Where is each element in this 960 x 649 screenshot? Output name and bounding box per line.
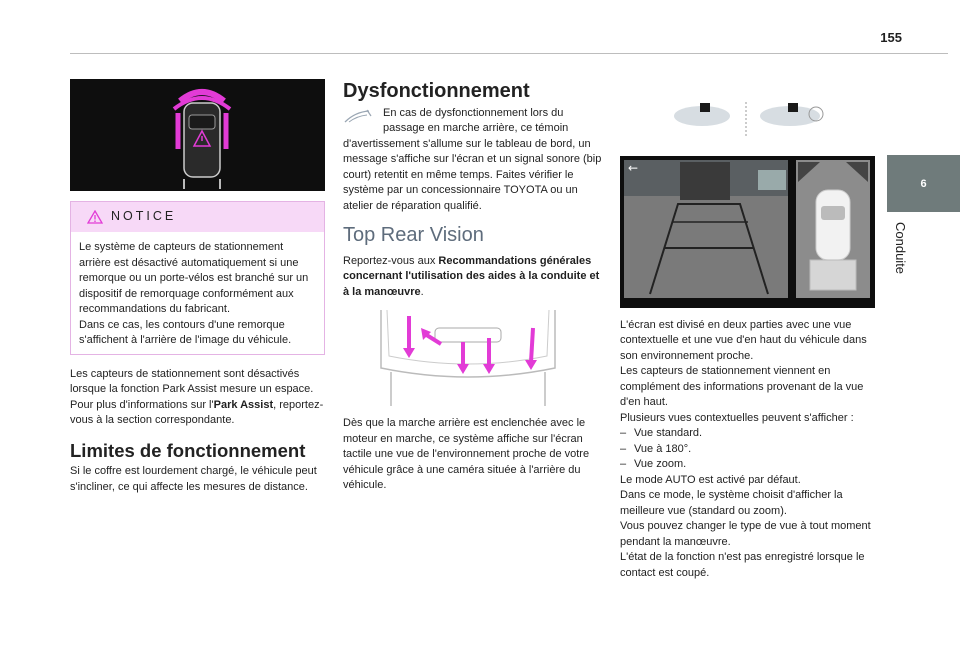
notice-box [70, 201, 325, 355]
steering-view-icons [620, 98, 875, 138]
paragraph-sensors-complement: Les capteurs de stationnement viennent en complément des informations provenant de la vue d'en haut. [620, 365, 864, 408]
page-number: 155 [880, 30, 902, 45]
view-item [620, 457, 875, 473]
notice-text-1: Le système de capteurs de stationnement arrière est désactivé automatiquement si une remorque ou un porte-vélos est branché sur un dispositif de remorquage conformément aux recommandations du fabricant. [79, 241, 309, 315]
dash: – [620, 458, 627, 470]
paragraph-split-screen: L'écran est divisé en deux parties avec une vue contextuelle et une vue d'en haut du véhicule dans son environnement proche. [620, 318, 867, 362]
heading-top-rear-vision: Top Rear Vision [343, 224, 484, 246]
paragraph-change-view: Vous pouvez changer le type de vue à tout moment pendant la manœuvre. [620, 520, 871, 548]
car-outline-graphic [70, 79, 325, 191]
malfunction-lead: En cas de dysfonctionnement lors du passage en marche arrière, ce témoin [383, 106, 569, 134]
dash: – [620, 427, 627, 439]
paragraph-camera: Dès que la marche arrière est enclenchée avec le moteur en marche, ce système affiche sur l'écran tactile une vue de l'environnement proche de votre véhicule grâce à une caméra située à l'arrière du véhicule. [343, 417, 590, 491]
paragraph-recommendations [343, 254, 603, 301]
parking-sensor-illustration [70, 79, 325, 191]
heading-malfunction: Dysfonctionnement [343, 80, 530, 102]
malfunction-rest: d'avertissement s'allume sur le tableau de bord, un message s'affiche sur l'écran et un signal sonore (bip court) retentit en même temps. Faites vérifier le système par un concessionnaire TOYOTA ou un atelier de réparation qualifié. [343, 137, 602, 212]
park-assist-link[interactable]: Park Assist [213, 398, 274, 411]
paragraph-limits: Si le coffre est lourdement chargé, le véhicule peut s'incliner, ce qui affecte les mesures de distance. [70, 465, 317, 493]
column-right [620, 98, 875, 581]
column-middle [343, 79, 603, 494]
ref-suffix: , reportez-vous à la section correspondante. [70, 398, 324, 426]
recommendations-link[interactable]: Recommandations générales concernant l'utilisation des aides à la conduite et à la manœuvre [343, 254, 600, 298]
dash: – [620, 442, 627, 455]
top-rule [70, 53, 948, 54]
paragraph-park-assist: Les capteurs de stationnement sont désactivés lorsque la fonction Park Assist mesure un espace. [70, 367, 314, 395]
back-arrow-icon: ← [628, 160, 639, 175]
rear-bumper-graphic [373, 308, 563, 408]
rear-camera-screen [620, 156, 875, 308]
chapter-number: 6 [920, 177, 927, 190]
chapter-title: Conduite [893, 222, 908, 275]
view-180: Vue à 180°. [634, 442, 692, 455]
refer-prefix: Reportez-vous aux [343, 254, 439, 267]
ref-prefix: Pour plus d'informations sur l' [70, 398, 214, 411]
refer-suffix: . [420, 285, 424, 298]
paragraph-best-view: Dans ce mode, le système choisit d'afficher la meilleure vue (standard ou zoom). [620, 489, 843, 517]
view-item [620, 442, 875, 458]
sensor-warning-icon [343, 108, 373, 124]
malfunction-intro [343, 106, 603, 137]
paragraph-auto-mode: Le mode AUTO est activé par défaut. [620, 473, 801, 486]
paragraph-state-not-saved: L'état de la fonction n'est pas enregistré lorsque le contact est coupé. [620, 551, 865, 579]
view-item [620, 426, 875, 442]
column-left [70, 79, 325, 495]
notice-title: NOTICE [111, 209, 177, 224]
chapter-tab[interactable] [887, 155, 960, 212]
view-zoom: Vue zoom. [634, 458, 687, 470]
camera-view-graphic [620, 156, 875, 308]
warning-triangle-icon [87, 210, 103, 224]
notice-header [71, 202, 324, 232]
paragraph-context-views: Plusieurs vues contextuelles peuvent s'afficher : [620, 411, 854, 424]
view-standard: Vue standard. [634, 427, 703, 439]
notice-text-2: Dans ce cas, les contours d'une remorque s'affichent à l'arrière de l'image du véhicule. [79, 318, 292, 346]
heading-limits: Limites de fonctionnement [70, 439, 306, 461]
rear-sensor-illustration [373, 308, 563, 408]
paragraph-park-assist-ref [70, 398, 325, 429]
